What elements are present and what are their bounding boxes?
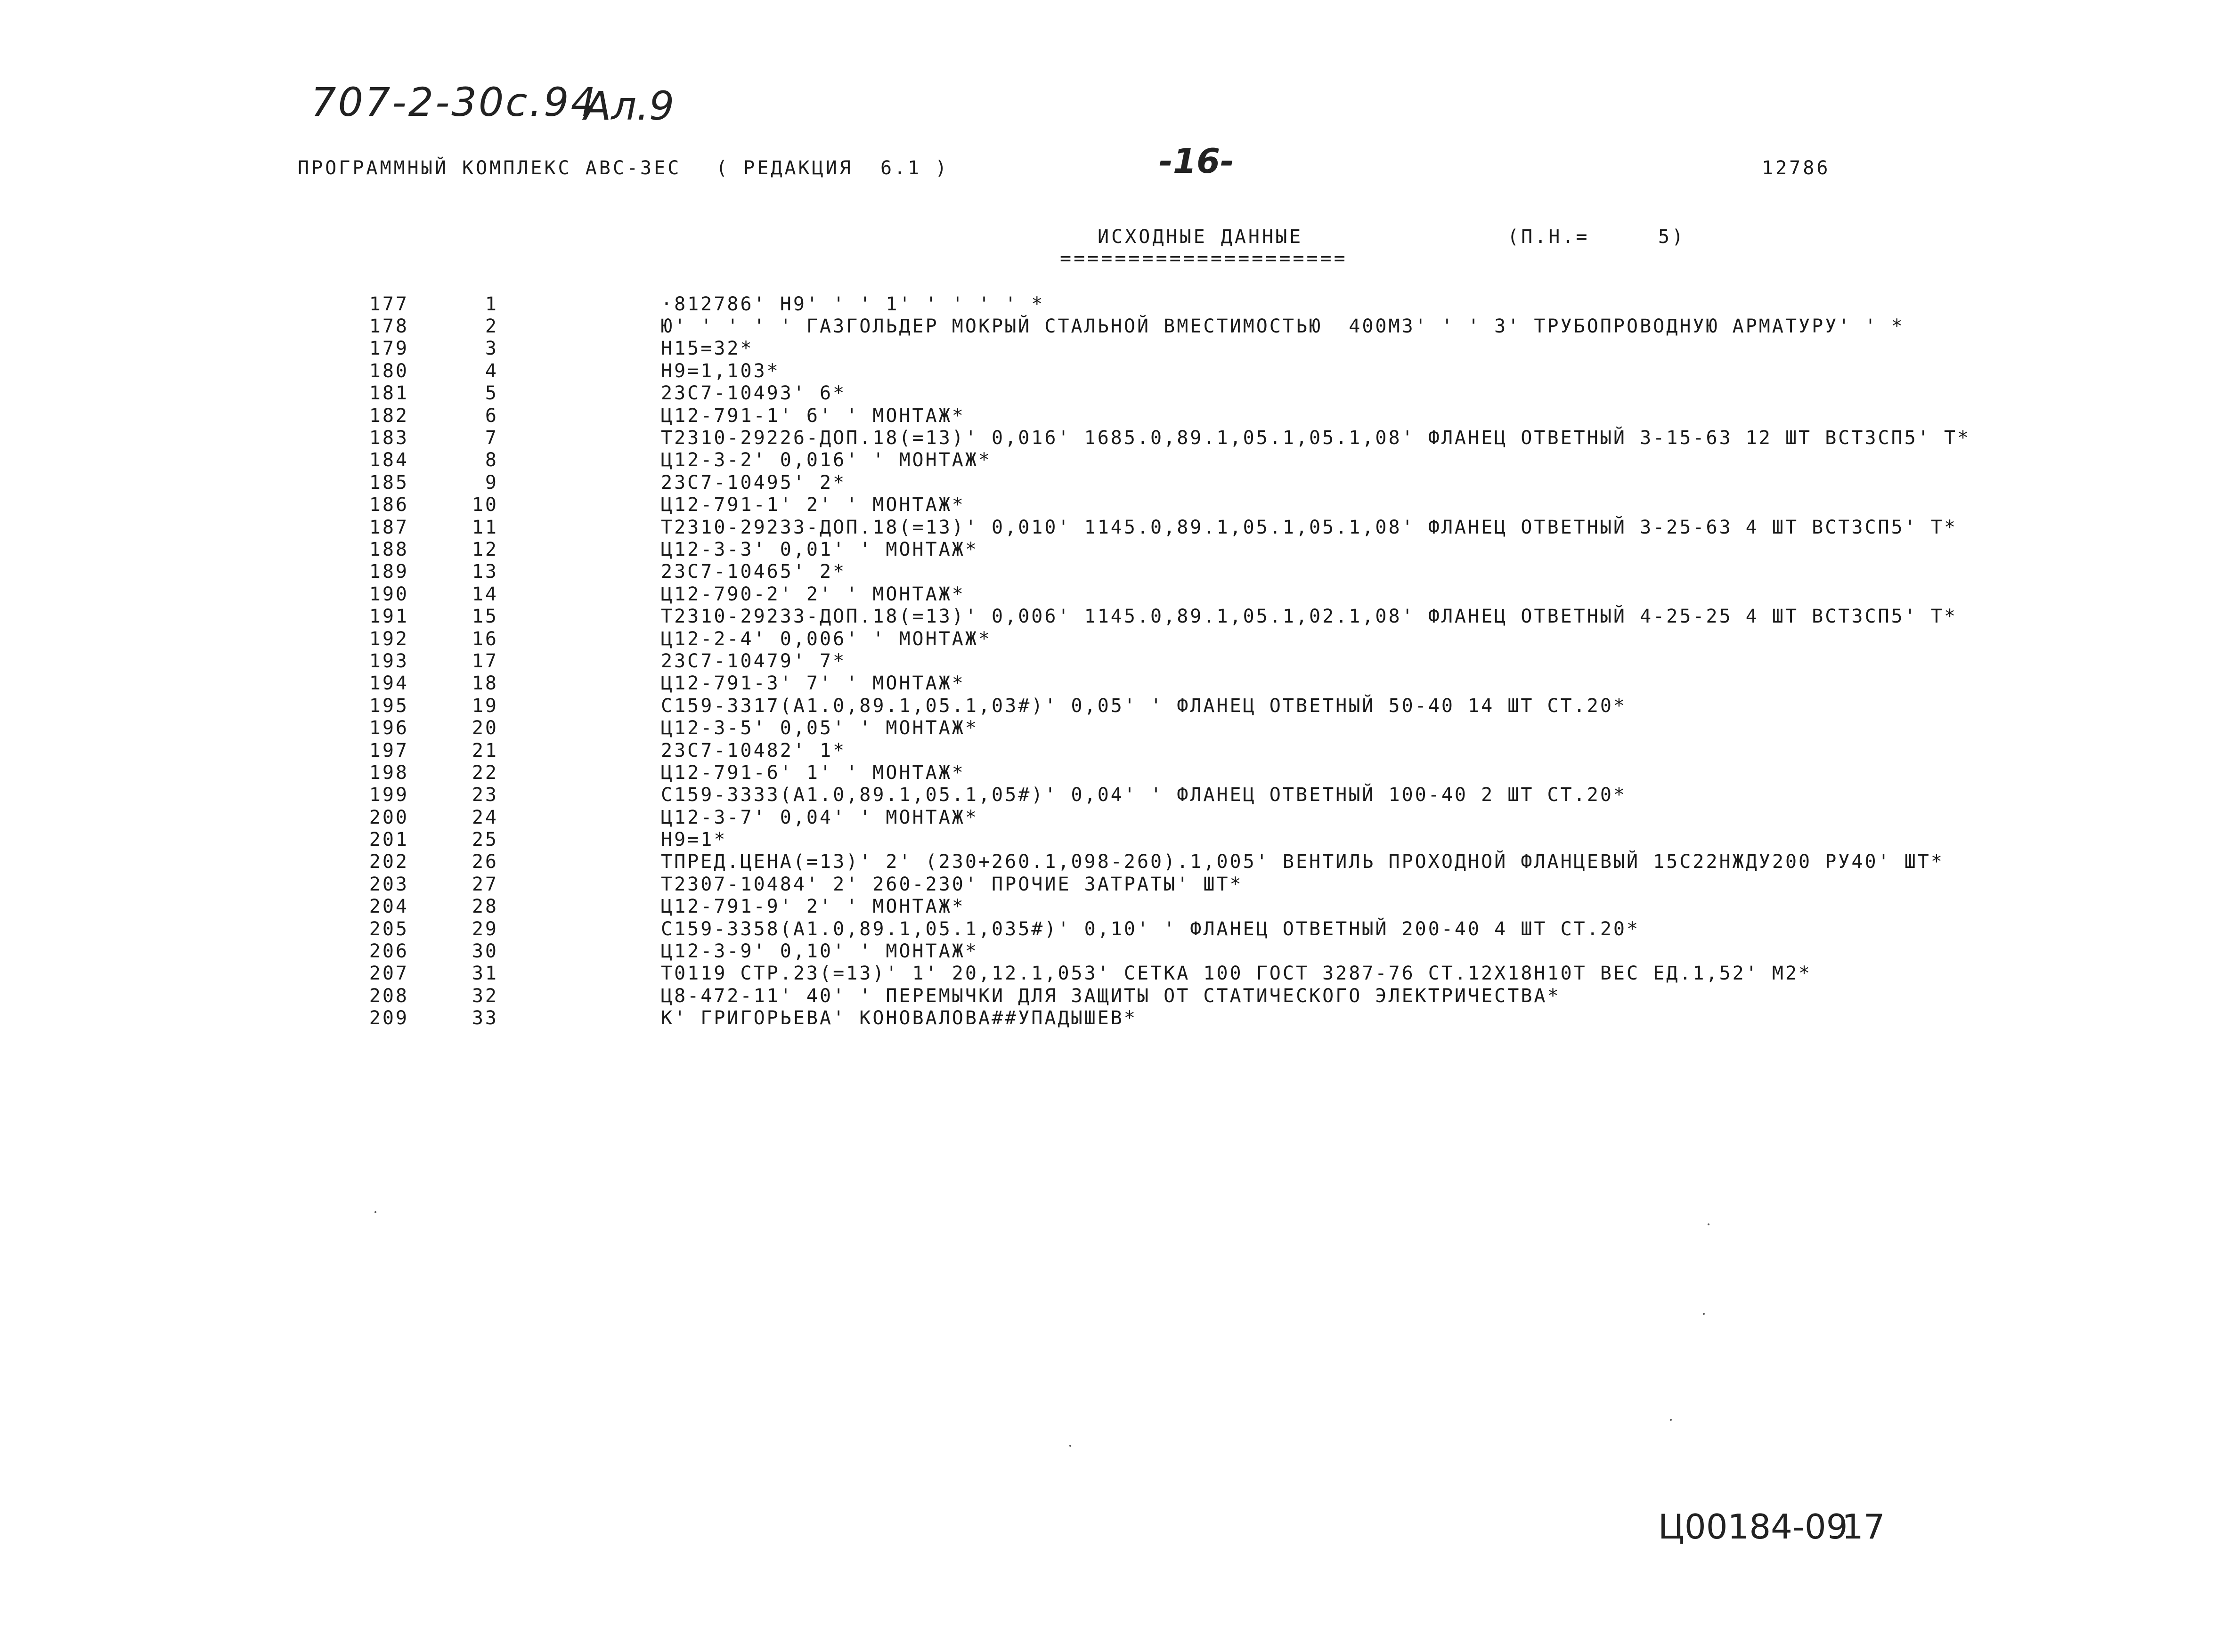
sequence-number: 6 [485,405,498,427]
speck [1703,1313,1705,1315]
record-text: Н9=1* [661,829,727,851]
line-number: 203 [369,873,409,895]
sequence-number: 24 [472,806,498,828]
line-number: 208 [369,985,409,1007]
sequence-number: 17 [472,650,498,672]
table-row [339,494,1970,516]
pn-value: 5) [1658,226,1686,248]
line-number: 206 [369,940,409,963]
sequence-number: 28 [472,896,498,918]
record-text: ТПРЕД.ЦЕНА(=13)' 2' (230+260.1,098-260).1,005' ВЕНТИЛЬ ПРОХОДНОЙ ФЛАНЦЕВЫЙ 15С22НЖДУ200 РУ40' ШТ* [661,851,1944,873]
sequence-number: 5 [485,382,498,405]
record-text: Ю' ' ' ' ' ГАЗГОЛЬДЕР МОКРЫЙ СТАЛЬНОЙ ВМЕСТИМОСТЬЮ 400М3' ' ' 3' ТРУБОПРОВОДНУЮ АРМАТУРУ' ' * [661,316,1904,338]
program-name: ПРОГРАММНЫЙ КОМПЛЕКС АВС-3ЕС [298,157,682,179]
record-text: Ц12-791-3' 7' ' МОНТАЖ* [661,672,965,695]
line-number: 184 [369,449,409,471]
record-text: Ц12-3-3' 0,01' ' МОНТАЖ* [661,538,978,560]
table-row [339,516,1970,538]
record-text: Ц12-3-2' 0,016' ' МОНТАЖ* [661,449,992,471]
sheet-number: Ал.9 [584,83,675,129]
speck [1069,1445,1071,1447]
table-row [339,761,1970,784]
record-text: К' ГРИГОРЬЕВА' КОНОВАЛОВА##УПАДЫШЕВ* [661,1007,1137,1029]
record-text: Т2307-10484' 2' 260-230' ПРОЧИЕ ЗАТРАТЫ' ШТ* [661,873,1243,895]
table-row [339,382,1970,405]
line-number: 177 [369,293,409,315]
table-row [339,471,1970,494]
sequence-number: 31 [472,963,498,985]
line-number: 191 [369,606,409,628]
line-number: 192 [369,628,409,650]
record-text: Ц8-472-11' 40' ' ПЕРЕМЫЧКИ ДЛЯ ЗАЩИТЫ ОТ СТАТИЧЕСКОГО ЭЛЕКТРИЧЕСТВА* [661,985,1561,1007]
record-text: Ц12-3-5' 0,05' ' МОНТАЖ* [661,717,978,739]
record-text: Н9=1,103* [661,360,780,382]
line-number: 197 [369,739,409,761]
sequence-number: 19 [472,695,498,717]
line-number: 185 [369,471,409,494]
line-number: 201 [369,829,409,851]
sequence-number: 21 [472,739,498,761]
section-underline: ===================== [1060,248,1348,269]
line-number: 189 [369,561,409,583]
sequence-number: 9 [485,471,498,494]
speck [1708,1223,1709,1225]
line-number: 181 [369,382,409,405]
line-number: 188 [369,538,409,560]
record-text: Ц12-3-9' 0,10' ' МОНТАЖ* [661,940,978,963]
record-text: Ц12-3-7' 0,04' ' МОНТАЖ* [661,806,978,828]
table-row [339,538,1970,560]
record-text: Т2310-29226-ДОП.18(=13)' 0,016' 1685.0,89.1,05.1,05.1,08' ФЛАНЕЦ ОТВЕТНЫЙ 3-15-63 12 ШТ ВСТ3СП5' Т* [661,427,1971,449]
record-text: Ц12-791-9' 2' ' МОНТАЖ* [661,896,965,918]
record-text: ·812786' Н9' ' ' 1' ' ' ' ' * [661,293,1045,315]
sequence-number: 3 [485,338,498,360]
record-text: С159-3358(А1.0,89.1,05.1,035#)' 0,10' ' ФЛАНЕЦ ОТВЕТНЫЙ 200-40 4 ШТ СТ.20* [661,918,1640,940]
table-row [339,1007,1970,1029]
sequence-number: 32 [472,985,498,1007]
record-text: Ц12-791-1' 6' ' МОНТАЖ* [661,405,965,427]
sequence-number: 15 [472,606,498,628]
sequence-number: 29 [472,918,498,940]
table-row [339,405,1970,427]
record-text: 23С7-10493' 6* [661,382,846,405]
line-number: 179 [369,338,409,360]
line-number: 196 [369,717,409,739]
sequence-number: 20 [472,717,498,739]
line-number: 194 [369,672,409,695]
table-row [339,315,1970,337]
record-text: С159-3317(А1.0,89.1,05.1,03#)' 0,05' ' ФЛАНЕЦ ОТВЕТНЫЙ 50-40 14 ШТ СТ.20* [661,695,1627,717]
record-text: 23С7-10482' 1* [661,739,846,761]
record-text: С159-3333(А1.0,89.1,05.1,05#)' 0,04' ' ФЛАНЕЦ ОТВЕТНЫЙ 100-40 2 ШТ СТ.20* [661,784,1627,806]
line-number: 200 [369,806,409,828]
table-row [339,940,1970,962]
line-number: 198 [369,761,409,784]
record-text: 23С7-10495' 2* [661,471,846,494]
table-row [339,918,1970,940]
archive-number: Ц00184-09 [1658,1507,1848,1547]
line-number: 199 [369,784,409,806]
record-text: Ц12-790-2' 2' ' МОНТАЖ* [661,583,965,605]
sequence-number: 12 [472,538,498,560]
table-row [339,828,1970,850]
document-code: 707-2-30с.94 [311,79,598,125]
page-number: -16- [1159,141,1234,181]
table-row [339,784,1970,806]
line-number: 193 [369,650,409,672]
line-number: 205 [369,918,409,940]
pn-label: (П.Н.= [1507,226,1590,248]
record-text: Ц12-791-6' 1' ' МОНТАЖ* [661,761,965,784]
archive-extra: 17 [1842,1507,1885,1547]
section-title: ИСХОДНЫЕ ДАННЫЕ [1098,226,1303,248]
sequence-number: 26 [472,851,498,873]
data-listing [339,293,1970,1029]
sequence-number: 27 [472,873,498,895]
record-text: 23С7-10465' 2* [661,561,846,583]
line-number: 202 [369,851,409,873]
sequence-number: 2 [485,316,498,338]
record-text: Ц12-791-1' 2' ' МОНТАЖ* [661,494,965,516]
table-row [339,628,1970,650]
record-text: Ц12-2-4' 0,006' ' МОНТАЖ* [661,628,992,650]
sequence-number: 11 [472,516,498,538]
record-text: 23С7-10479' 7* [661,650,846,672]
sequence-number: 23 [472,784,498,806]
line-number: 195 [369,695,409,717]
line-number: 204 [369,896,409,918]
table-row [339,873,1970,895]
table-row [339,717,1970,739]
sequence-number: 25 [472,829,498,851]
line-number: 178 [369,316,409,338]
table-row [339,695,1970,717]
sequence-number: 4 [485,360,498,382]
table-row [339,896,1970,918]
table-row [339,806,1970,828]
line-number: 209 [369,1007,409,1029]
table-row [339,583,1970,605]
table-row [339,851,1970,873]
sequence-number: 7 [485,427,498,449]
revision: ( РЕДАКЦИЯ 6.1 ) [716,157,949,179]
table-row [339,739,1970,761]
sequence-number: 1 [485,293,498,315]
table-row [339,650,1970,672]
speck [374,1211,376,1213]
table-row [339,963,1970,985]
table-row [339,427,1970,449]
table-row [339,449,1970,471]
line-number: 186 [369,494,409,516]
record-text: Н15=32* [661,338,754,360]
table-row [339,561,1970,583]
speck [1670,1419,1672,1421]
line-number: 180 [369,360,409,382]
sequence-number: 16 [472,628,498,650]
line-number: 182 [369,405,409,427]
sequence-number: 8 [485,449,498,471]
job-number: 12786 [1762,157,1831,179]
sequence-number: 30 [472,940,498,963]
sequence-number: 33 [472,1007,498,1029]
sequence-number: 14 [472,583,498,605]
sequence-number: 10 [472,494,498,516]
table-row [339,360,1970,382]
line-number: 207 [369,963,409,985]
sequence-number: 22 [472,761,498,784]
table-row [339,293,1970,315]
sequence-number: 18 [472,672,498,695]
line-number: 190 [369,583,409,605]
table-row [339,672,1970,695]
table-row [339,605,1970,627]
line-number: 183 [369,427,409,449]
line-number: 187 [369,516,409,538]
sequence-number: 13 [472,561,498,583]
table-row [339,985,1970,1007]
record-text: Т2310-29233-ДОП.18(=13)' 0,010' 1145.0,89.1,05.1,05.1,08' ФЛАНЕЦ ОТВЕТНЫЙ 3-25-63 4 ШТ ВСТ3СП5' Т* [661,516,1958,538]
record-text: Т0119 СТР.23(=13)' 1' 20,12.1,053' СЕТКА 100 ГОСТ 3287-76 СТ.12Х18Н10Т ВЕС ЕД.1,52' М2* [661,963,1812,985]
table-row [339,338,1970,360]
record-text: Т2310-29233-ДОП.18(=13)' 0,006' 1145.0,89.1,05.1,02.1,08' ФЛАНЕЦ ОТВЕТНЫЙ 4-25-25 4 ШТ ВСТ3СП5' Т* [661,606,1958,628]
